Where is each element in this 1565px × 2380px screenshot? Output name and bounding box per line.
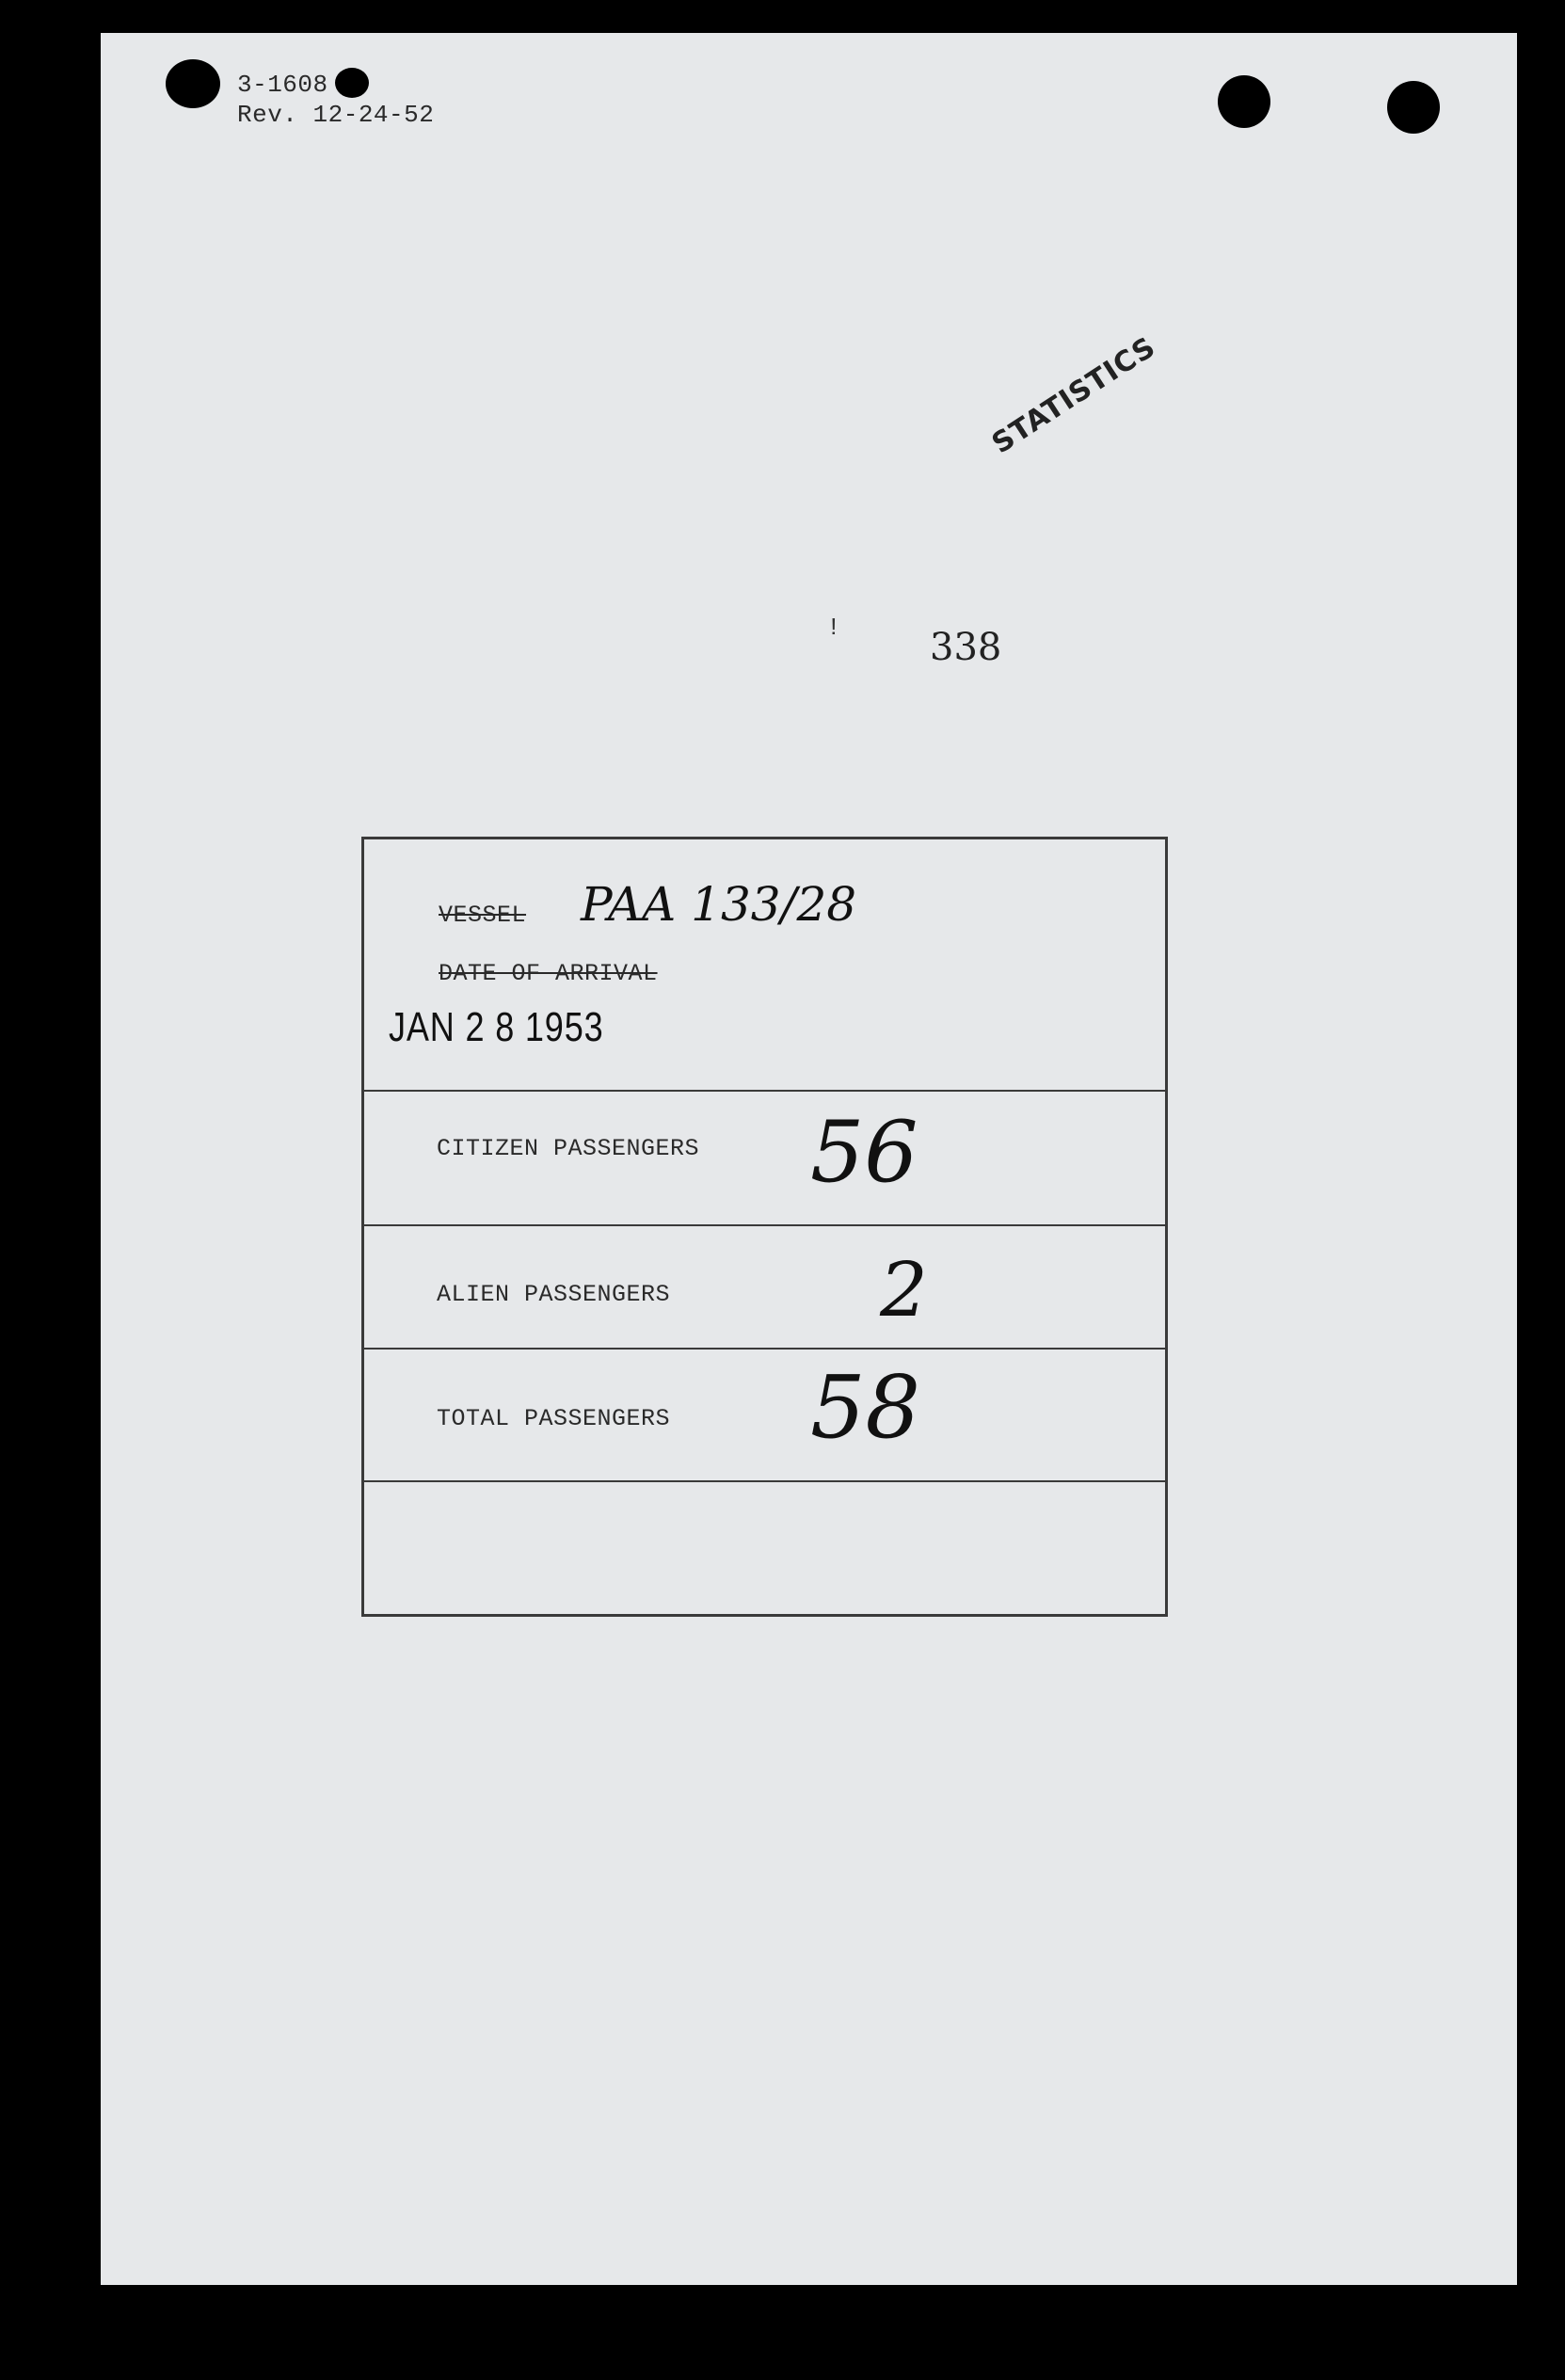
margin-mark: !: [826, 614, 841, 642]
date-of-arrival-value: JAN 2 8 1953: [389, 1004, 604, 1050]
punch-hole-right-1: [1218, 75, 1270, 128]
citizen-passengers-value: 56: [810, 1103, 918, 1202]
arrival-record-form: [361, 837, 1168, 1617]
divider-3: [364, 1348, 1165, 1350]
date-of-arrival-label: DATE OF ARRIVAL: [439, 960, 658, 987]
statistics-stamp: STATISTICS: [986, 330, 1162, 461]
form-number: 3-1608: [237, 71, 328, 99]
vessel-value: PAA 133/28: [581, 877, 857, 932]
vessel-label: VESSEL: [439, 902, 527, 929]
page-number: 338: [930, 626, 1002, 669]
total-passengers-value: 58: [810, 1357, 921, 1458]
form-revision: Rev. 12-24-52: [237, 101, 435, 129]
divider-4: [364, 1480, 1165, 1482]
form-identifier: [237, 70, 434, 130]
citizen-passengers-label: CITIZEN PASSENGERS: [437, 1135, 700, 1162]
divider-2: [364, 1224, 1165, 1226]
punch-hole-left: [166, 59, 220, 108]
divider-1: [364, 1090, 1165, 1092]
alien-passengers-label: ALIEN PASSENGERS: [437, 1281, 671, 1308]
total-passengers-label: TOTAL PASSENGERS: [437, 1405, 671, 1432]
alien-passengers-value: 2: [880, 1246, 928, 1334]
punch-hole-right-2: [1387, 81, 1440, 134]
